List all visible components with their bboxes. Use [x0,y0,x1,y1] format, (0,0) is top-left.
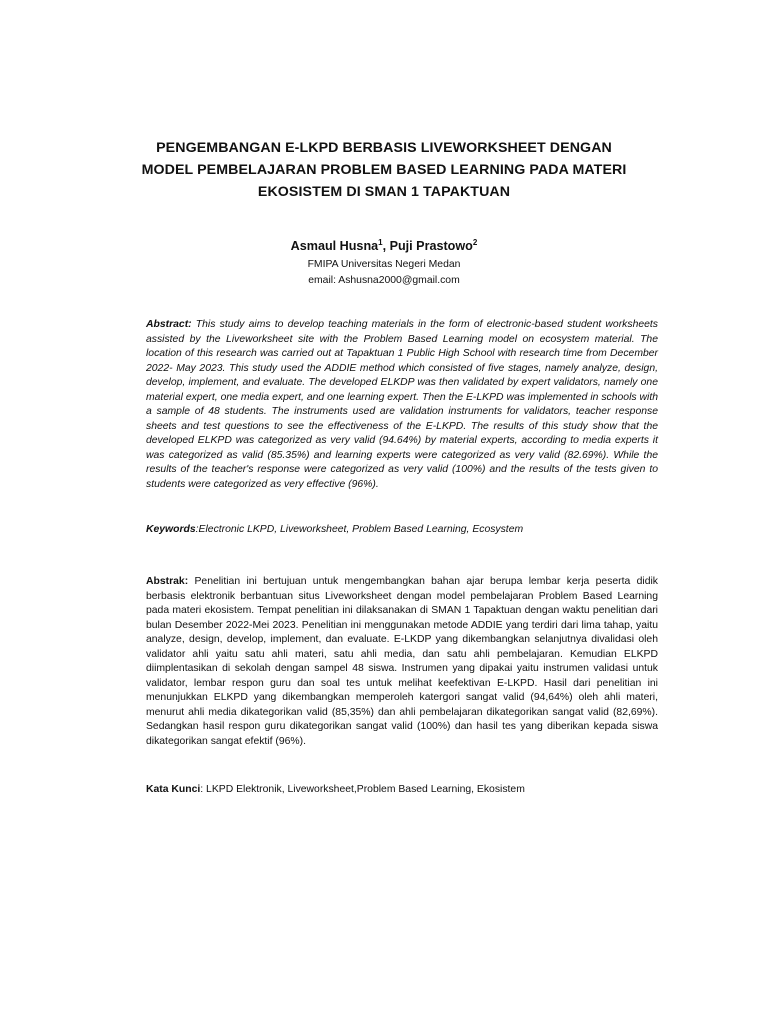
abstract-english [146,318,658,493]
keywords-english [146,523,658,538]
author-list [200,238,568,254]
keywords-indonesian-label: Kata Kunci [146,784,201,795]
paper-title [110,137,658,203]
title-line-1: PENGEMBANGAN E-LKPD BERBASIS LIVEWORKSHEET DENGAN [156,140,612,156]
author-affiliation: FMIPA Universitas Negeri Medan [307,259,461,270]
author-1-affiliation-mark: 1 [378,238,383,247]
author-email: email: Ashusna2000@gmail.com [308,275,460,286]
author-1-name: Asmaul Husna [290,239,379,253]
keywords-english-text: :Electronic LKPD, Liveworksheet, Problem Based Learning, Ecosystem [195,524,524,535]
abstract-indonesian-text: Penelitian ini bertujuan untuk mengembangkan bahan ajar berupa lembar kerja peserta didik berbasis elektronik berbantuan situs Liveworksheet dengan model pembelajaran Problem Based Learning pada materi ekosistem. Tempat penelitian ini dilaksanakan di SMAN 1 Tapaktuan dengan waktu penelitian dari bulan Desember 2022-Mei 2023. Penelitian ini menggunakan metode ADDIE yang terdiri dari lima tahap, yaitu analyze, design, develop, implement, dan evaluate. E-LKDP yang dikembangkan selanjutnya divalidasi oleh validator ahli yaitu satu ahli materi, satu ahli media, dan satu ahli pembelajaran. Kemudian ELKPD diimplentasikan di sekolah dengan sampel 48 siswa. Instrumen yang dipakai yaitu instrumen validasi untuk validator, lembar respon guru dan soal tes untuk melihat keefektivan E-LKPD. Hasil dari penelitian ini menunjukkan ELKPD yang dikembangkan memperoleh katergori sangat valid (94,64%) oleh ahli materi, menurut ahli media dikategorikan valid (85,35%) dan ahli pembelajaran dikategorikan sangat valid (82,69%). Sedangkan hasil respon guru dikategorikan sangat valid (100%) dan hasil tes yang diberikan kepada siswa dikategorikan sangat efektif (96%). [146,576,658,748]
title-line-2: MODEL PEMBELAJARAN PROBLEM BASED LEARNING PADA MATERI [141,162,627,178]
abstract-indonesian-label: Abstrak: [146,576,189,587]
author-2-affiliation-mark: 2 [472,238,478,247]
abstract-english-label: Abstract: [146,319,192,330]
title-line-3: EKOSISTEM DI SMAN 1 TAPAKTUAN [257,184,511,200]
keywords-english-label: Keywords [146,524,196,535]
abstract-english-text: This study aims to develop teaching materials in the form of electronic-based student worksheets assisted by the Liveworksheet site with the Problem Based Learning model on ecosystem material. The location of this research was carried out at Tapaktuan 1 Public High School with research time from December 2022- May 2023. This study used the ADDIE method which consisted of five stages, namely analyze, design, develop, implement, and evaluate. The developed ELKDP was then validated by expert validators, namely one material expert, one media expert, and one learning expert. Then the E-LKPD was implemented in schools with a sample of 48 students. The instruments used are validation instruments for validators, teacher response sheets and test questions to see the effectiveness of the E-LKPD. The results of this study show that the developed ELKPD was categorized as very valid (94.64%) by material experts, according to media experts it was categorized as valid (85.35%) and learning experts were categorized as very valid (82.69%). While the results of the teacher's response were categorized as very valid (100%) and the results of the tests given to students were categorized as very effective (96%). [146,319,658,491]
author-2-name: Puji Prastowo [389,239,473,253]
keywords-indonesian-text: : LKPD Elektronik, Liveworksheet,Problem Based Learning, Ekosistem [200,784,525,795]
author-separator: , [382,239,390,253]
abstract-indonesian [146,575,658,750]
keywords-indonesian [146,783,658,798]
